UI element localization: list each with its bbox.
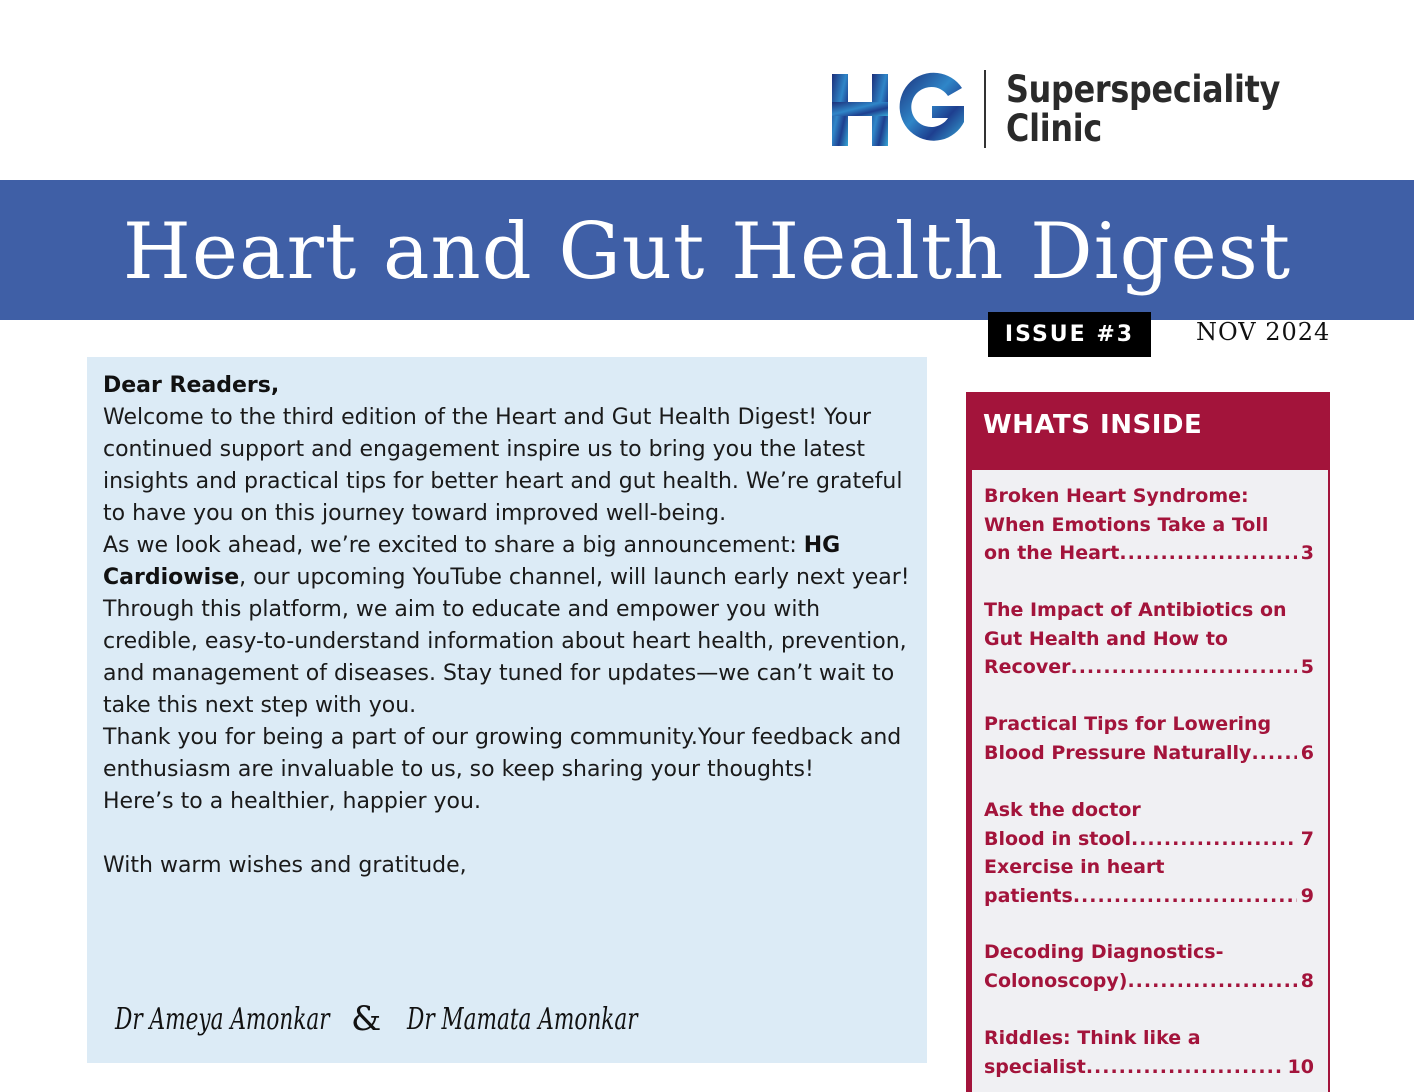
dot-leader: [1073, 882, 1297, 911]
toc-line-with-page: [984, 739, 1314, 768]
letter-greeting: [103, 370, 915, 402]
letter-paragraph-2: [103, 530, 915, 722]
toc-line: Gut Health and How to: [984, 627, 1228, 650]
dot-leader: [1119, 539, 1296, 568]
toc-page-number: 7: [1300, 827, 1314, 850]
clinic-logo: [828, 64, 1325, 154]
toc-page-number: 10: [1287, 1055, 1314, 1078]
toc-page-number: 6: [1300, 741, 1314, 764]
toc-line: on the Heart: [984, 542, 1120, 564]
toc-entry-antibiotics[interactable]: [984, 596, 1314, 682]
toc-line: Recover: [984, 656, 1071, 678]
toc-entry-ask-the-doctor[interactable]: [984, 796, 1314, 910]
toc-line: When Emotions Take a Toll: [984, 513, 1269, 536]
toc-page-number: 8: [1300, 969, 1314, 992]
toc-line: Blood Pressure Naturally: [984, 741, 1252, 764]
logo-line-1: Superspeciality: [1006, 68, 1281, 111]
signature-ameya: Dr Ameya Amonkar: [115, 1001, 330, 1037]
toc-line: Blood in stool: [984, 827, 1131, 850]
para2-rest: , our upcoming YouTube channel, will launch early next year! Through this platform, we aim to educate and empower you with credible, easy-to-understand information about heart health, prevention, and management of diseases. Stay tuned for updates—we can’t wait to take this next step with you.: [103, 565, 910, 718]
hg-logo-mark: [828, 66, 968, 152]
toc-line-with-page: [984, 967, 1314, 996]
toc-line: The Impact of Antibiotics on: [984, 599, 1287, 621]
toc-line: Practical Tips for Lowering: [984, 713, 1272, 735]
toc-line: Ask the doctor: [984, 799, 1141, 821]
toc-line: Riddles: Think like a: [984, 1027, 1201, 1049]
toc-line: specialist: [984, 1055, 1086, 1078]
toc-page-number: 9: [1300, 884, 1314, 907]
toc-page-number: 5: [1300, 656, 1314, 678]
toc-entry-broken-heart[interactable]: [984, 482, 1314, 568]
logo-line-2: Clinic: [1006, 107, 1103, 150]
logo-divider: [984, 70, 986, 148]
toc-header: WHATS INSIDE: [968, 394, 1328, 470]
issue-date: NOV 2024: [1196, 318, 1331, 346]
toc-page-number: 3: [1300, 542, 1314, 564]
signatures: [115, 989, 647, 1049]
toc-line-with-page: [984, 882, 1314, 911]
letter-closing: With warm wishes and gratitude,: [103, 853, 467, 878]
logo-wordmark: [1006, 70, 1280, 148]
toc-line: Decoding Diagnostics-: [984, 941, 1224, 963]
signature-mamata: Dr Mamata Amonkar: [407, 1001, 638, 1037]
letter-paragraph-4: Here’s to a healthier, happier you.: [103, 789, 481, 814]
editor-letter: [87, 357, 927, 1063]
dot-leader: [1131, 825, 1297, 854]
toc-entry-decoding-diagnostics[interactable]: [984, 938, 1314, 995]
newsletter-title: Heart and Gut Health Digest: [122, 207, 1292, 297]
channel-name: HG Cardiowise: [103, 533, 841, 590]
toc-line: Broken Heart Syndrome:: [984, 485, 1249, 507]
toc-line: Exercise in heart: [984, 856, 1165, 878]
toc-entry-blood-pressure[interactable]: [984, 710, 1314, 767]
signature-ampersand: &: [351, 999, 382, 1039]
toc-line-with-page: [984, 653, 1314, 682]
dot-leader: [1251, 739, 1296, 768]
toc-entry-riddles[interactable]: [984, 1024, 1314, 1081]
greeting-text: Dear Readers,: [103, 373, 280, 398]
letter-paragraph-3: Thank you for being a part of our growing community.Your feedback and enthusiasm are invaluable to us, so keep sharing your thoughts!: [103, 725, 902, 782]
para2-lead: As we look ahead, we’re excited to share a big announcement:: [103, 533, 804, 558]
dot-leader: [1086, 1053, 1284, 1082]
toc-line-with-page: [984, 825, 1314, 854]
issue-badge: ISSUE #3: [988, 312, 1151, 357]
toc-line-with-page: [984, 1053, 1314, 1082]
spacer: [103, 818, 915, 850]
title-banner: [0, 180, 1414, 320]
dot-leader: [1127, 967, 1296, 996]
letter-body: [103, 370, 915, 882]
whats-inside-panel: [966, 392, 1330, 1092]
toc-line-with-page: [984, 539, 1314, 568]
toc-line: Colonoscopy): [984, 969, 1128, 992]
letter-paragraph-1: Welcome to the third edition of the Heart and Gut Health Digest! Your continued support and engagement inspire us to bring you the latest insights and practical tips for better heart and gut health. We’re grateful to have you on this journey toward improved well-being.: [103, 405, 903, 526]
toc-line: patients: [984, 884, 1073, 907]
toc-list: [968, 470, 1328, 1092]
dot-leader: [1070, 653, 1296, 682]
